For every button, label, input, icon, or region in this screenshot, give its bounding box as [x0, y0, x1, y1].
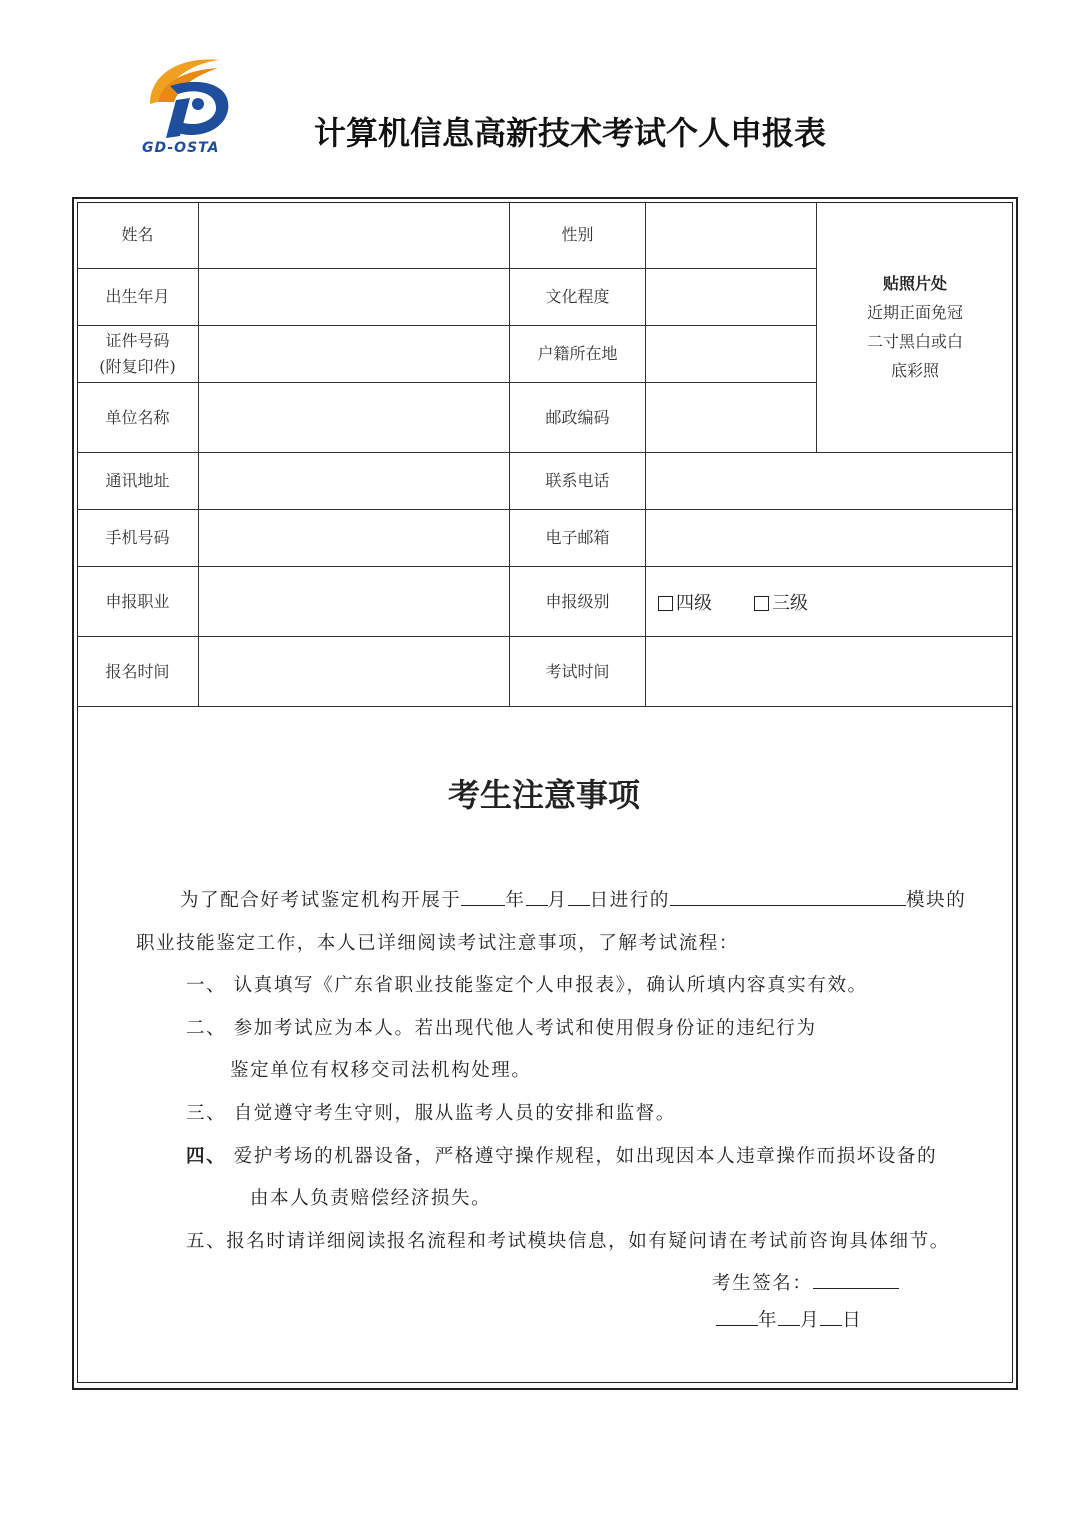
notice-title: 考生注意事项	[447, 776, 640, 814]
notice-item-4-cont: 由本人负责赔偿经济损失。	[250, 1188, 492, 1209]
exam-day-blank[interactable]	[568, 887, 590, 906]
id-label-line1: 证件号码	[105, 331, 170, 350]
education-label: 文化程度	[510, 269, 646, 326]
exam-month-blank[interactable]	[526, 887, 548, 906]
notice-item-1	[186, 971, 868, 997]
level-4-label: 四级	[676, 592, 712, 614]
notice-intro-line2: 职业技能鉴定工作，本人已详细阅读考试注意事项，了解考试流程：	[136, 933, 740, 954]
level-3-checkbox[interactable]	[754, 596, 769, 611]
exam-time-label: 考试时间	[510, 637, 646, 707]
photo-instruction-1: 近期正面免冠	[866, 302, 963, 322]
level-options	[646, 567, 1013, 637]
item-1-text: 认真填写《广东省职业技能鉴定个人申报表》，确认所填内容真实有效。	[233, 975, 868, 996]
id-field[interactable]	[199, 326, 510, 383]
item-4-number: 四、	[186, 1146, 227, 1167]
notice-item-3	[186, 1099, 676, 1125]
address-field[interactable]	[199, 453, 510, 510]
company-field[interactable]	[199, 383, 510, 453]
level-label: 申报级别	[510, 567, 646, 637]
phone-field[interactable]	[646, 453, 1013, 510]
id-label	[77, 326, 199, 383]
sign-month-blank[interactable]	[778, 1307, 800, 1326]
notice-intro-line1	[180, 886, 966, 912]
notice-item-2	[186, 1014, 817, 1040]
item-3-text: 自觉遵守考生守则，服从监考人员的安排和监督。	[233, 1103, 676, 1124]
postcode-field[interactable]	[646, 383, 817, 453]
photo-title: 贴照片处	[882, 273, 947, 293]
name-label: 姓名	[77, 202, 199, 269]
occupation-label: 申报职业	[77, 567, 199, 637]
education-field[interactable]	[646, 269, 817, 326]
notice-item-4	[186, 1142, 937, 1168]
exam-time-field[interactable]	[646, 637, 1013, 707]
register-time-label: 报名时间	[77, 637, 199, 707]
intro-text: 为了配合好考试鉴定机构开展于	[180, 890, 462, 911]
signature-blank[interactable]	[813, 1270, 899, 1289]
email-field[interactable]	[646, 510, 1013, 567]
photo-instruction-3: 底彩照	[890, 360, 939, 380]
mobile-label: 手机号码	[77, 510, 199, 567]
intro-month: 月	[547, 890, 568, 911]
photo-instruction-2: 二寸黑白或白	[866, 331, 963, 351]
sign-day-blank[interactable]	[820, 1307, 842, 1326]
company-label: 单位名称	[77, 383, 199, 453]
occupation-field[interactable]	[199, 567, 510, 637]
signature-label: 考生签名：	[712, 1273, 813, 1294]
email-label: 电子邮箱	[510, 510, 646, 567]
register-time-field[interactable]	[199, 637, 510, 707]
notice-item-2-cont: 鉴定单位有权移交司法机构处理。	[230, 1060, 532, 1081]
birth-label: 出生年月	[77, 269, 199, 326]
logo-text: GD-OSTA	[142, 140, 220, 156]
item-2-text: 参加考试应为本人。若出现代他人考试和使用假身份证的违纪行为	[233, 1018, 817, 1039]
level-3-option[interactable]	[754, 589, 808, 615]
sign-month: 月	[800, 1310, 821, 1331]
item-1-number: 一、	[186, 975, 227, 996]
address-label: 通讯地址	[77, 453, 199, 510]
item-2-number: 二、	[186, 1018, 227, 1039]
gender-label: 性别	[510, 202, 646, 269]
postcode-label: 邮政编码	[510, 383, 646, 453]
signature-date	[716, 1306, 862, 1332]
level-4-checkbox[interactable]	[658, 596, 673, 611]
sign-year: 年	[758, 1310, 779, 1331]
level-3-label: 三级	[772, 592, 808, 614]
phone-label: 联系电话	[510, 453, 646, 510]
item-3-number: 三、	[186, 1103, 227, 1124]
household-label: 户籍所在地	[510, 326, 646, 383]
intro-year: 年	[505, 890, 526, 911]
intro-module: 模块的	[906, 890, 967, 911]
household-field[interactable]	[646, 326, 817, 383]
sign-year-blank[interactable]	[716, 1307, 758, 1326]
name-field[interactable]	[199, 202, 510, 269]
notice-item-5: 五、报名时请详细阅读报名流程和考试模块信息，如有疑问请在考试前咨询具体细节。	[186, 1231, 950, 1252]
intro-day: 日进行的	[589, 890, 671, 911]
id-label-line2: (附复印件)	[99, 357, 176, 376]
page-title: 计算机信息高新技术考试个人申报表	[313, 114, 826, 152]
sign-day: 日	[842, 1310, 863, 1331]
level-4-option[interactable]	[658, 589, 712, 615]
application-form	[77, 202, 1013, 707]
signature-line	[712, 1269, 899, 1295]
photo-box[interactable]	[817, 202, 1013, 453]
birth-field[interactable]	[199, 269, 510, 326]
module-blank[interactable]	[670, 887, 906, 906]
mobile-field[interactable]	[199, 510, 510, 567]
gender-field[interactable]	[646, 202, 817, 269]
item-4-text: 爱护考场的机器设备，严格遵守操作规程，如出现因本人违章操作而损坏设备的	[233, 1146, 938, 1167]
exam-year-blank[interactable]	[461, 887, 505, 906]
